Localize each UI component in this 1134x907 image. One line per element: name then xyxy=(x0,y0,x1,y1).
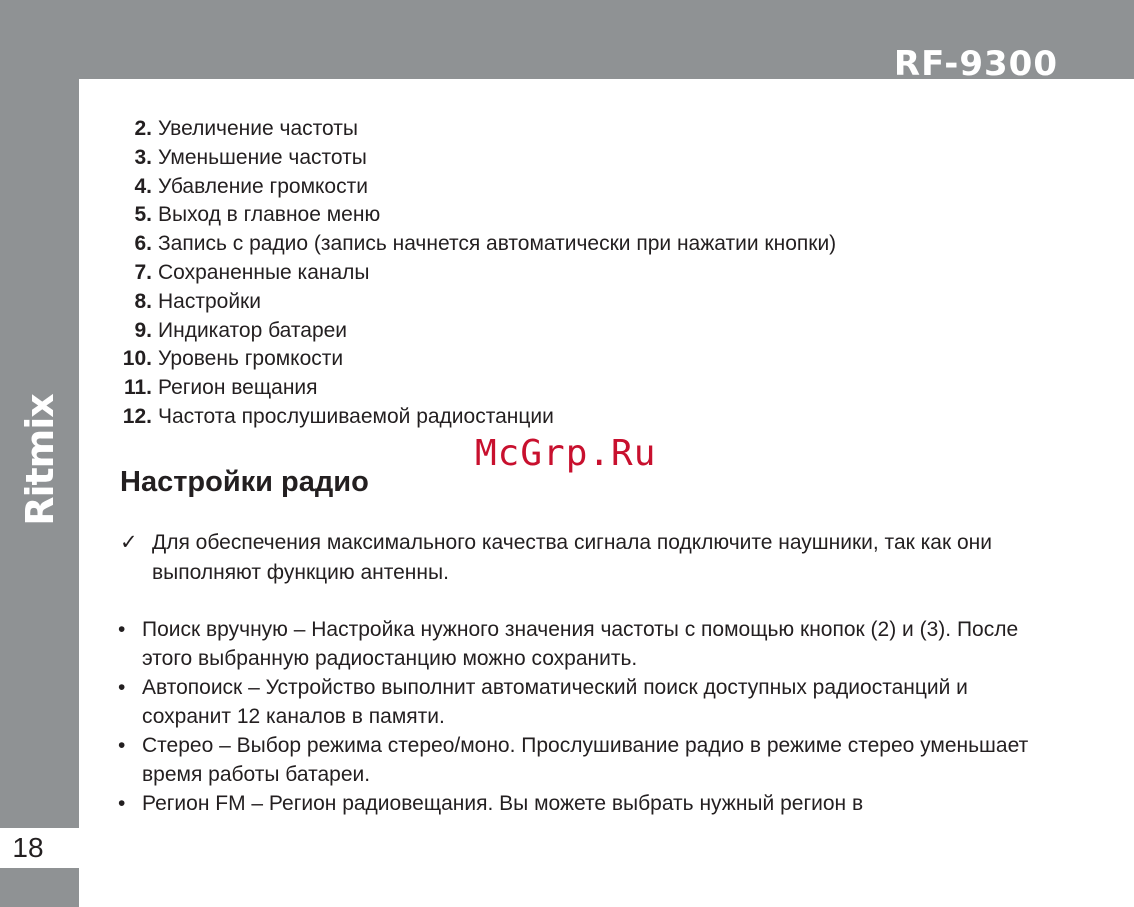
list-item: 3. Уменьшение частоты xyxy=(134,145,367,169)
numbered-list xyxy=(110,115,836,432)
list-item: 8. Настройки xyxy=(134,289,261,313)
page-number: 18 xyxy=(12,832,44,863)
list-item: 9. Индикатор батареи xyxy=(134,318,348,342)
list-item: 6. Запись с радио (запись начнется автоматически при нажатии кнопки) xyxy=(134,232,837,256)
bullet-icon: • xyxy=(118,618,126,641)
list-item: • Регион FM – Регион радиовещания. Вы можете выбрать нужный регион в xyxy=(118,789,1058,818)
note-text: Для обеспечения максимального качества сигнала подключите наушники, так как они выполняют функцию антенны. xyxy=(152,531,992,584)
list-item: 2. Увеличение частоты xyxy=(134,117,358,140)
checkmark-icon: ✓ xyxy=(120,531,138,554)
list-item: • Поиск вручную – Настройка нужного значения частоты с помощью кнопок (2) и (3). После этого выбранную радиостанцию можно сохранить. xyxy=(118,615,1058,673)
list-item: • Автопоиск – Устройство выполнит автоматический поиск доступных радиостанций и сохранит 12 каналов в памяти. xyxy=(118,673,1058,731)
sidebar-band-bottom xyxy=(0,868,79,907)
bullet-icon: • xyxy=(118,676,126,699)
note-item xyxy=(120,528,1060,588)
bullet-icon: • xyxy=(118,734,126,757)
list-item: 4. Убавление громкости xyxy=(134,174,368,198)
bullet-icon: • xyxy=(118,792,126,815)
list-item: • Стерео – Выбор режима стерео/моно. Прослушивание радио в режиме стерео уменьшает время работы батареи. xyxy=(118,731,1058,789)
list-item: 10. Уровень громкости xyxy=(122,347,344,371)
watermark: McGrp.Ru xyxy=(475,433,657,474)
list-item: 12. Частота прослушиваемой радиостанции xyxy=(122,404,554,428)
list-item: 5. Выход в главное меню xyxy=(134,203,381,227)
bullet-list xyxy=(118,615,1058,818)
list-item: 7. Сохраненные каналы xyxy=(134,260,370,284)
list-item: 11. Регион вещания xyxy=(123,376,318,400)
brand-logo: Ritmix xyxy=(18,394,62,526)
model-title: RF-9300 xyxy=(893,44,1058,84)
section-heading: Настройки радио xyxy=(120,466,369,498)
